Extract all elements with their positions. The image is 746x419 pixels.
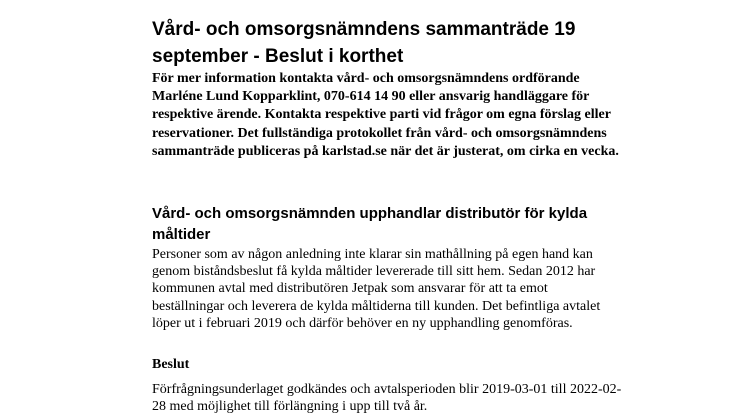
page-title: Vård- och omsorgsnämndens sammanträde 19 september - Beslut i korthet [152, 19, 576, 67]
intro-paragraph: För mer information kontakta vård- och omsorgsnämndens ordförande Marléne Lund Kopparklint, 070-614 14 90 eller ansvarig handläggare för respektive ärende. Kontakta respektive parti vid frågor om egna förslag eller reservationer. Det fullständiga protokollet från vård- och omsorgsnämndens sammanträde publiceras på karlstad.se när det är justerat, om cirka en vecka. [152, 71, 619, 159]
decision-text: Förfrågningsunderlaget godkändes och avtalsperioden blir 2019-03-01 till 2022-02-28 med möjlighet till förlängning i upp till två år. [152, 382, 622, 415]
section-body: Personer som av någon anledning inte klarar sin mathållning på egen hand kan genom biståndsbeslut få kylda måltider levererade till sitt hem. Sedan 2012 har kommunen avtal med distributören Jetpak som ansvarar för att ta emot beställningar och leverera de kylda måltiderna till kunden. Det befintliga avtalet löper ut i februari 2019 och därför behöver en ny upphandling genomföras. [152, 247, 601, 331]
decision-heading: Beslut [152, 357, 190, 372]
section-heading: Vård- och omsorgsnämnden upphandlar distributör för kylda måltider [152, 205, 588, 243]
